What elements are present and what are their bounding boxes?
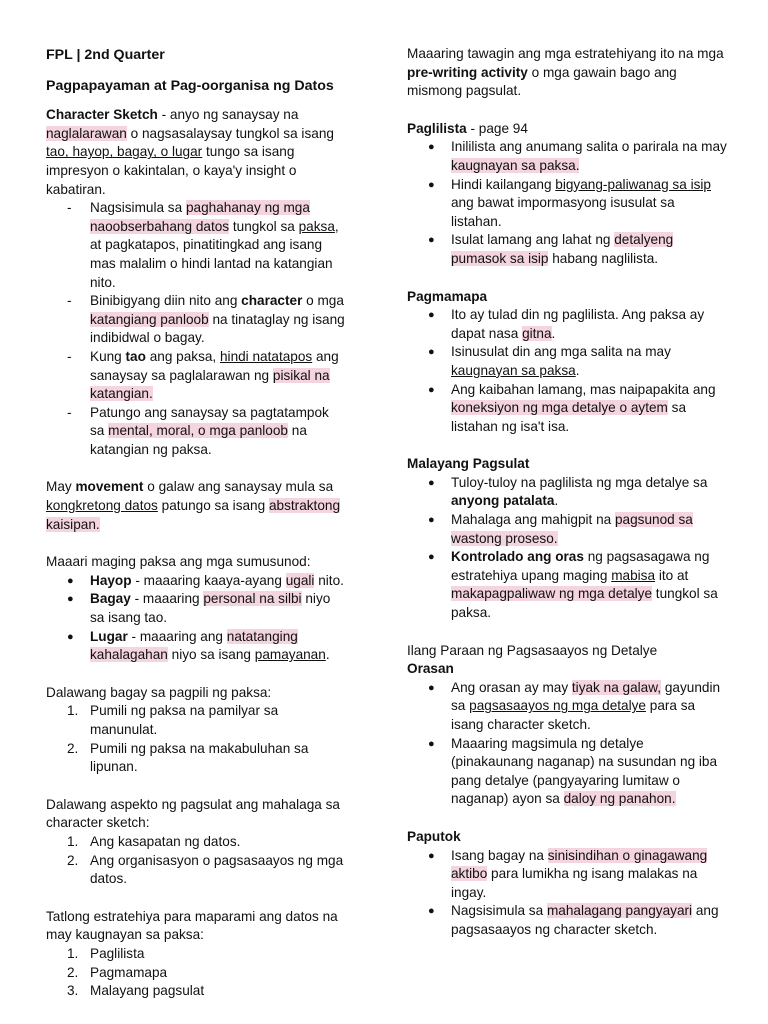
bullet-marker: ●: [428, 551, 435, 564]
list-item: 1. Ang kasapatan ng datos.: [67, 833, 241, 849]
paputok-list: [407, 847, 729, 940]
list-item: - Kung tao ang paksa, hindi natatapos ang sanaysay sa paglalarawan ng pisikal na katangian.: [67, 348, 339, 402]
list-item: ● Hayop - maaaring kaaya-ayang ugali nito.: [46, 572, 346, 591]
list-item: 2. Ang organisasyon o pagsasaayos ng mga datos.: [67, 852, 344, 887]
bullet-marker: ●: [67, 574, 74, 587]
aspects-intro: Dalawang aspekto ng pagsulat ang mahalaga sa character sketch:: [46, 796, 340, 831]
paglilista-heading: Paglilista - page 94: [407, 120, 528, 136]
term-character-sketch: Character Sketch: [46, 107, 158, 123]
bullet-marker: ●: [428, 849, 435, 862]
malaya-heading: Malayang Pagsulat: [407, 456, 530, 472]
list-item: ● Lugar - maaaring ang natatanging kahalagahan niyo sa isang pamayanan.: [67, 628, 330, 663]
bullet-marker: ●: [428, 681, 435, 694]
pagmamapa-list: [407, 306, 729, 436]
character-sketch-definition: Character Sketch - anyo ng sanaysay na naglalarawan o nagsasalaysay tungkol sa isang tao, hayop, bagay, o lugar tungo sa isang impresyon o kakintalan, o kaya'y insight o kabatiran.: [46, 107, 334, 197]
choosing-intro: Dalawang bagay sa pagpili ng paksa:: [46, 684, 272, 700]
document-title: FPL | 2nd Quarter: [46, 47, 165, 63]
list-item: 2. Pagmamapa: [67, 964, 168, 980]
choosing-list: [46, 702, 346, 776]
bullet-marker: ●: [428, 346, 435, 359]
prewriting-paragraph: Maaaring tawagin ang mga estratehiyang ito na mga pre-writing activity o mga gawain bago ang mismong pagsulat.: [407, 46, 724, 99]
list-item: ● Isulat lamang ang lahat ng detalyeng pumasok sa isip habang naglilista.: [428, 232, 674, 266]
list-item: - Patungo ang sanaysay sa pagtatampok sa mental, moral, o mga panloob na katangian ng paksa.: [67, 404, 329, 457]
bullet-marker: ●: [67, 593, 74, 606]
ayos-intro: Ilang Paraan ng Pagsasaayos ng Detalye: [407, 642, 658, 658]
list-item: ● Kontrolado ang oras ng pagsasagawa ng estratehiya upang maging mabisa ito at makapagpaliwaw ng mga detalye tungkol sa paksa.: [428, 549, 718, 621]
bullet-marker: ●: [428, 309, 435, 322]
movement-paragraph: May movement o galaw ang sanaysay mula sa kongkretong datos patungo sa isang abstraktong kaisipan.: [46, 479, 341, 532]
topics-intro: Maaari maging paksa ang mga sumusunod:: [46, 554, 311, 570]
right-column: [407, 45, 729, 940]
bullet-marker: ●: [428, 178, 435, 191]
paglilista-list: [407, 138, 729, 268]
dash-marker: -: [67, 293, 72, 309]
strategies-list: [46, 945, 346, 1001]
orasan-heading: Orasan: [407, 661, 454, 677]
bullet-marker: ●: [428, 737, 435, 750]
list-item: ● Tuloy-tuloy na paglilista ng mga detalye sa anyong patalata.: [428, 474, 708, 509]
topics-list: [46, 572, 346, 665]
list-item: ● Isang bagay na sinisindihan o ginagawang aktibo para lumikha ng isang malakas na ingay.: [428, 847, 708, 900]
document-subtitle: Pagpapayaman at Pag-oorganisa ng Datos: [46, 77, 334, 94]
dash-marker: -: [67, 348, 72, 364]
list-item: 3. Malayang pagsulat: [67, 983, 205, 999]
left-column: [46, 46, 346, 1001]
list-item: ● Mahalaga ang mahigpit na pagsunod sa wastong proseso.: [428, 512, 693, 546]
list-item: ● Ang kaibahan lamang, mas naipapakita ang koneksiyon ng mga detalye o aytem sa listahan ng isa't isa.: [428, 381, 716, 434]
dash-marker: -: [67, 404, 72, 420]
list-item: 2. Pumili ng paksa na makabuluhan sa lipunan.: [67, 740, 309, 775]
bullet-marker: ●: [428, 905, 435, 918]
orasan-list: [407, 679, 729, 809]
list-item: ● Ito ay tulad din ng paglilista. Ang paksa ay dapat nasa gitna.: [428, 307, 705, 341]
list-item: ● Nagsisimula sa mahalagang pangyayari ang pagsasaayos ng character sketch.: [428, 903, 719, 937]
strategies-intro: Tatlong estratehiya para maparami ang datos na may kaugnayan sa paksa:: [46, 908, 338, 943]
bullet-marker: ●: [428, 476, 435, 489]
bullet-marker: ●: [428, 514, 435, 527]
list-item: ● Maaaring magsimula ng detalye (pinakaunang naganap) na susundan ng iba pang detalye (pangyayaring lumitaw o naganap) ayon sa daloy ng panahon.: [428, 735, 718, 807]
list-item: - Nagsisimula sa paghahanay ng mga naoobserbahang datos tungkol sa paksa, at pagkatapos, pinatitingkad ang isang mas malalim o hindi lantad na katangian nito.: [67, 200, 339, 290]
bullet-marker: ●: [428, 234, 435, 247]
malaya-list: [407, 474, 729, 623]
pagmamapa-heading: Pagmamapa: [407, 288, 488, 304]
list-item: ● Hindi kailangang bigyang-paliwanag sa isip ang bawat impormasyong isusulat sa listahan.: [428, 176, 711, 229]
bullet-marker: ●: [428, 141, 435, 154]
list-item: ● Ang orasan ay may tiyak na galaw, gayundin sa pagsasaayos ng mga detalye para sa isang character sketch.: [428, 679, 721, 732]
bullet-marker: ●: [67, 630, 74, 643]
list-item: ● Bagay - maaaring personal na silbi niyo sa isang tao.: [67, 591, 331, 626]
list-item: ● Inililista ang anumang salita o parirala na may kaugnayan sa paksa.: [428, 139, 727, 173]
list-item: 1. Paglilista: [67, 945, 145, 961]
aspects-list: [46, 833, 346, 889]
paputok-heading: Paputok: [407, 828, 461, 844]
bullet-marker: ●: [428, 383, 435, 396]
character-sketch-list: [46, 199, 346, 459]
underline: tao, hayop, bagay, o lugar: [46, 144, 203, 160]
list-item: 1. Pumili ng paksa na pamilyar sa manunulat.: [67, 703, 279, 737]
dash-marker: -: [67, 200, 72, 216]
list-item: - Binibigyang diin nito ang character o mga katangiang panloob na tinataglay ng isang indibidwal o bagay.: [67, 293, 345, 346]
highlight: naglalarawan: [46, 125, 127, 141]
list-item: ● Isinusulat din ang mga salita na may kaugnayan sa paksa.: [428, 344, 671, 378]
